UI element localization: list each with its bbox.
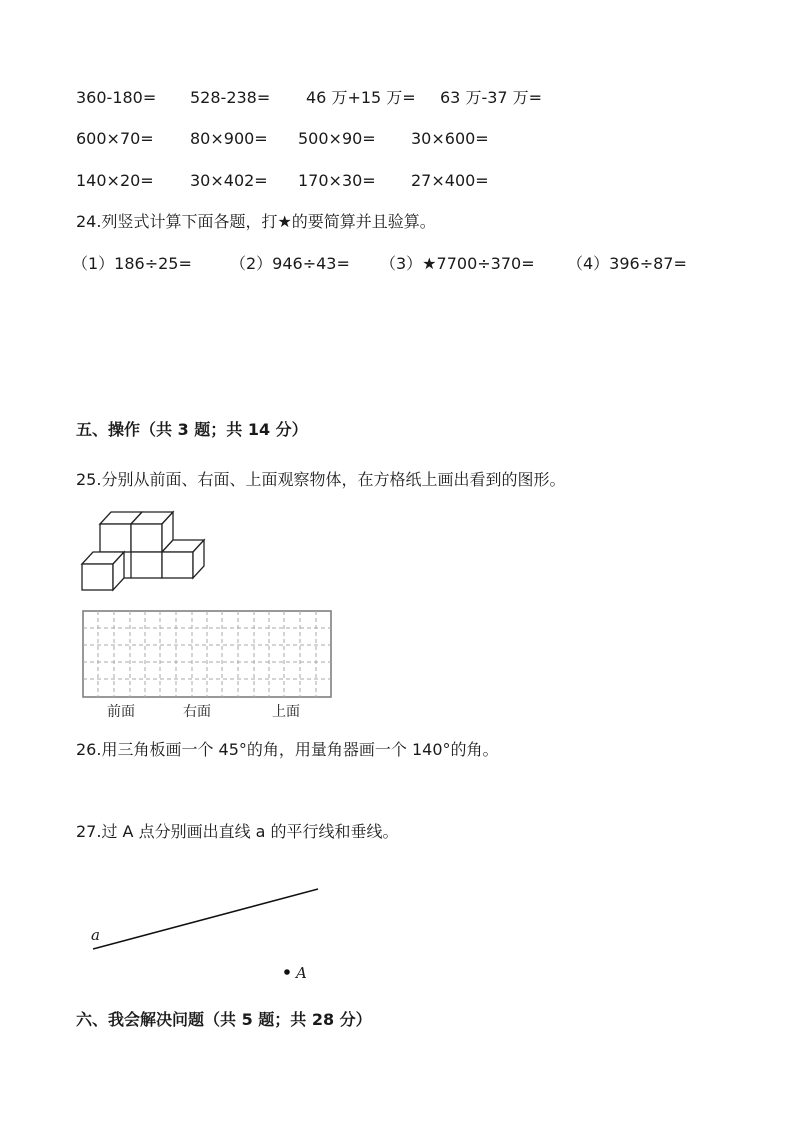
section-6-heading: 六、我会解决问题（共 5 题；共 28 分）	[76, 1010, 372, 1029]
label-right: 右面	[183, 704, 211, 720]
calc-item: 528-238=	[190, 88, 271, 107]
calc-item: 600×70=	[76, 129, 154, 148]
question-26-title: 26.用三角板画一个 45°的角，用量角器画一个 140°的角。	[76, 740, 499, 759]
grid-paper	[83, 611, 331, 697]
question-24-title: 24.列竖式计算下面各题，打★的要简算并且验算。	[76, 212, 436, 231]
point-a-label: A	[296, 964, 307, 982]
question-24-item: （4）396÷87=	[567, 254, 687, 273]
calc-item: 27×400=	[411, 171, 489, 190]
question-27-title: 27.过 A 点分别画出直线 a 的平行线和垂线。	[76, 822, 399, 841]
line-a	[93, 889, 318, 949]
calc-item: 30×402=	[190, 171, 268, 190]
calc-item: 500×90=	[298, 129, 376, 148]
calc-item: 360-180=	[76, 88, 157, 107]
label-front: 前面	[107, 704, 135, 720]
calc-item: 140×20=	[76, 171, 154, 190]
section-5-heading: 五、操作（共 3 题；共 14 分）	[76, 420, 308, 439]
question-24-item: （1）186÷25=	[72, 254, 192, 273]
calc-item: 170×30=	[298, 171, 376, 190]
question-25-title: 25.分别从前面、右面、上面观察物体，在方格纸上画出看到的图形。	[76, 470, 566, 489]
calc-item: 30×600=	[411, 129, 489, 148]
calc-item: 46 万+15 万=	[306, 88, 416, 107]
calc-item: 80×900=	[190, 129, 268, 148]
cube-figure	[82, 512, 204, 590]
point-a-dot	[284, 969, 290, 975]
label-top: 上面	[272, 704, 300, 720]
question-24-item: （3）★7700÷370=	[380, 254, 535, 273]
line-a-label: a	[91, 926, 100, 944]
question-24-item: （2）946÷43=	[230, 254, 350, 273]
calc-item: 63 万-37 万=	[440, 88, 543, 107]
